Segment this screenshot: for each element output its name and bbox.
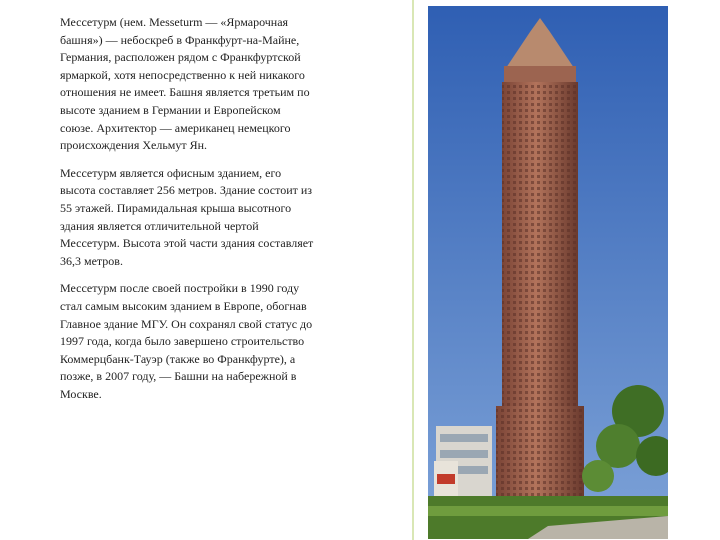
- messeturm-photo: [428, 6, 668, 539]
- paragraph-history: Мессетурм после своей постройки в 1990 году стал самым высоким зданием в Европе, обогнав Главное здание МГУ. Он сохранял свой статус до 1997 года, когда было завершено строительство Коммерцбанк-Тауэр (также во Франкфурте), а позже, в 2007 году, — Башни на набережной в Москве.: [60, 281, 313, 401]
- paragraph-height: Мессетурм является офисным зданием, его высота составляет 256 метров. Здание состоит из 55 этажей. Пирамидальная крыша высотного здания является отличительной чертой Мессетурм. Высота этой части здания составляет 36,3 метров.: [60, 165, 314, 268]
- accent-divider: [412, 0, 414, 540]
- paragraph-intro: Мессетурм (нем. Messeturm — «Ярмарочная башня») — небоскреб в Франкфурт-на-Майне, Германия, расположен рядом с Франкфуртской ярмаркой, хотя непосредственно к ней никакого отношения не имеет. Башня является третьим по высоте зданием в Германии и Европейском союзе. Архитектор — американец немецкого происхождения Хельмут Ян.: [60, 15, 310, 153]
- text-column: [60, 14, 315, 413]
- crown-band: [504, 66, 576, 82]
